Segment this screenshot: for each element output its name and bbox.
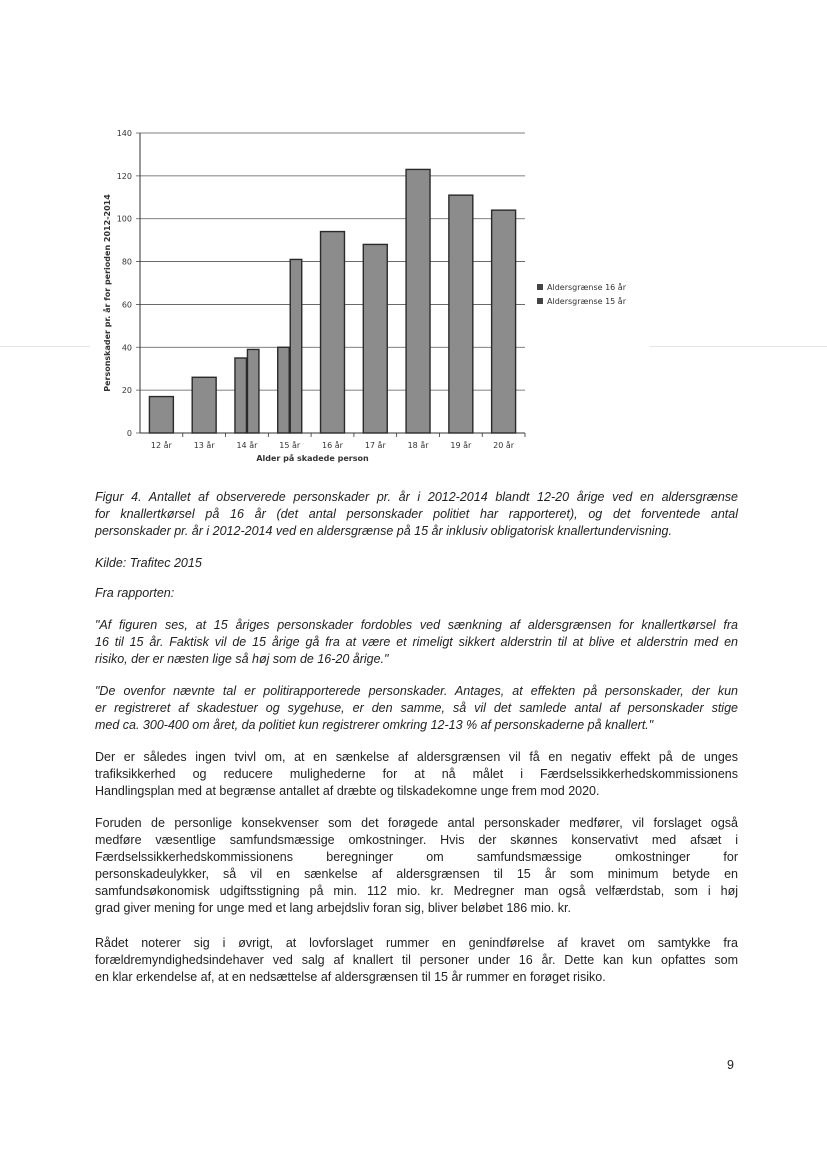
quote-line: risiko, der er næsten lige så høj som de 16-20 årige." <box>95 652 389 666</box>
figure-caption <box>95 489 738 540</box>
scan-line-right <box>650 346 827 347</box>
x-tick-label: 14 år <box>236 441 258 450</box>
paragraph-line: samfundsøkonomisk udgiftsstigning på min. 112 mio. kr. Medregner man også velfærdstab, som i høj <box>95 884 738 898</box>
y-tick-label: 140 <box>116 129 132 138</box>
quote-line: med ca. 300-400 om året, da politiet kun registrerer omkring 12-13 % af personskaderne på knallert." <box>95 718 654 732</box>
quote-line: "De ovenfor nævnte tal er politirapporterede personskader. Antages, at effekten på personskader, der kun <box>95 684 738 698</box>
bar-16 <box>449 195 473 433</box>
quote-line: er registreret af skadestuer og sygehuse, er den samme, så vil det samlede antal af personskader stige <box>95 701 738 715</box>
quote-2 <box>95 683 738 734</box>
x-axis-title: Alder på skadede person <box>256 454 369 463</box>
caption-line: Figur 4. Antallet af observerede personskader pr. år i 2012-2014 blandt 12-20 årige ved en aldersgrænse <box>95 490 738 504</box>
legend-label: Aldersgrænse 16 år <box>547 283 626 292</box>
paragraph-line: Rådet noterer sig i øvrigt, at lovforslaget rummer en genindførelse af kravet om samtykke fra <box>95 936 738 950</box>
x-tick-label: 13 år <box>193 441 215 450</box>
quote-1 <box>95 617 738 668</box>
scan-line-left <box>0 346 90 347</box>
paragraph-line: Der er således ingen tvivl om, at en sænkelse af aldersgrænsen vil få en negativ effekt på de unges <box>95 750 738 764</box>
paragraph-line: forældremyndighedsindehaver ved salg af knallert til personer under 16 år. Dette kan kun opfattes som <box>95 953 738 967</box>
paragraph-line: Foruden de personlige konsekvenser som det forøgede antal personskader medfører, vil forslaget også <box>95 816 738 830</box>
x-tick-label: 20 år <box>493 441 515 450</box>
paragraph-line: personskadeulykker, så vil en sænkelse af aldersgrænsen til 15 år som minimum betyde en <box>95 867 738 881</box>
paragraph-line: Færdselssikkerhedskommissionens beregninger om samfundsmæssige omkostninger for <box>95 850 738 864</box>
bar-16 <box>321 232 345 433</box>
caption-line: personskader pr. år i 2012-2014 ved en aldersgrænse på 15 år inklusiv obligatorisk knallertundervisning. <box>95 524 672 538</box>
bar-16 <box>235 358 246 433</box>
y-tick-label: 20 <box>121 386 132 396</box>
x-tick-label: 15 år <box>279 441 301 450</box>
y-tick-label: 100 <box>116 214 132 224</box>
page-number: 9 <box>727 1058 734 1072</box>
bar-16 <box>278 347 289 433</box>
bar-16 <box>192 377 216 433</box>
x-tick-label: 12 år <box>150 441 172 450</box>
x-tick-label: 18 år <box>407 441 429 450</box>
quote-line: "Af figuren ses, at 15 åriges personskader fordobles ved sænkning af aldersgrænsen for knallertkørsel fra <box>95 618 738 632</box>
paragraph-line: medføre væsentlige samfundsmæssige omkostninger. Hvis der skønnes konservativt med afsæt i <box>95 833 738 847</box>
paragraph-line: trafiksikkerhed og reducere mulighederne for at nå målet i Færdselssikkerhedskommissionens <box>95 767 738 781</box>
paragraph-line: grad giver mening for unge med et lang arbejdsliv foran sig, bliver beløbet 186 mio. kr. <box>95 901 571 915</box>
bar-16 <box>149 397 173 433</box>
source-line: Kilde: Trafitec 2015 <box>95 556 202 570</box>
chart-svg <box>90 118 650 478</box>
caption-line: for knallertkørsel på 16 år (det antal personskader politiet har rapporteret), og det forventede antal <box>95 507 738 521</box>
bar-15 <box>290 259 301 433</box>
paragraph-line: en klar erkendelse af, at en nedsættelse af aldersgrænsen til 15 år rummer en forøget risiko. <box>95 970 606 984</box>
paragraph-2 <box>95 815 738 917</box>
legend-label: Aldersgrænse 15 år <box>547 297 626 306</box>
y-tick-label: 40 <box>121 343 132 353</box>
y-tick-label: 80 <box>121 257 132 267</box>
bar-15 <box>247 349 258 433</box>
bar-16 <box>492 210 516 433</box>
y-tick-label: 120 <box>116 171 132 181</box>
bar-chart <box>90 118 650 478</box>
paragraph-3 <box>95 935 738 986</box>
y-tick-label: 60 <box>121 300 132 310</box>
quote-line: 16 til 15 år. Faktisk vil de 15 årige gå fra at være et rimeligt sikkert alderstrin til at blive et alderstrin med en <box>95 635 738 649</box>
paragraph-1 <box>95 749 738 800</box>
y-tick-label: 0 <box>126 429 132 438</box>
report-intro: Fra rapporten: <box>95 586 175 600</box>
legend-swatch <box>537 298 543 304</box>
paragraph-line: Handlingsplan med at begrænse antallet af dræbte og tilskadekomne unge frem mod 2020. <box>95 784 600 798</box>
y-axis-title: Personskader pr. år for perioden 2012-2014 <box>103 194 112 392</box>
x-tick-label: 17 år <box>364 441 386 450</box>
bar-16 <box>363 244 387 433</box>
x-tick-label: 19 år <box>450 441 472 450</box>
legend-swatch <box>537 284 543 290</box>
bar-16 <box>406 169 430 433</box>
x-tick-label: 16 år <box>322 441 343 450</box>
